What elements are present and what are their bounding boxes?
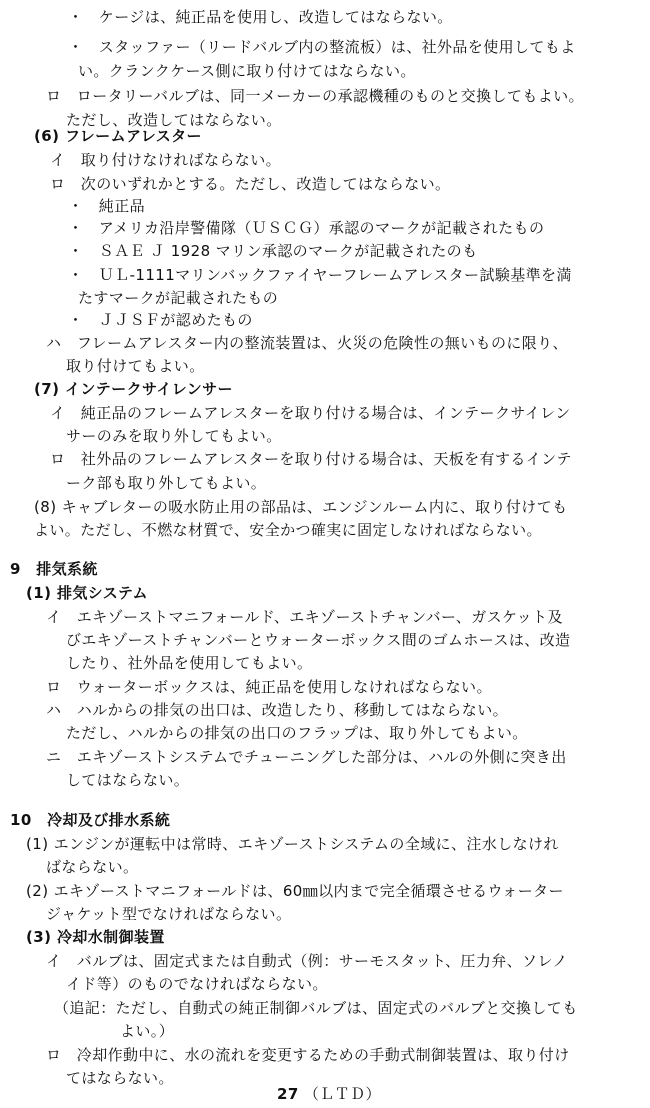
section-heading: (6) フレームアレスター bbox=[34, 127, 202, 145]
text-line: ニ エキゾーストシステムでチューニングした部分は、ハルの外側に突き出 bbox=[46, 748, 567, 766]
text-line: ハ ハルからの排気の出口は、改造したり、移動してはならない。 bbox=[46, 701, 509, 719]
page-footer bbox=[277, 1084, 381, 1104]
text-line: ・ ケージは、純正品を使用し、改造してはならない。 bbox=[68, 8, 453, 26]
text-line: ロ 社外品のフレームアレスターを取り付ける場合は、天板を有するインテ bbox=[50, 450, 572, 468]
text-line: よい。） bbox=[120, 1022, 175, 1040]
text-line: イ エキゾーストマニフォールド、エキゾーストチャンバー、ガスケット及 bbox=[46, 608, 563, 626]
chapter-heading: 9 排気系統 bbox=[10, 560, 98, 578]
text-line: てはならない。 bbox=[66, 1069, 174, 1087]
text-line: （追記：ただし、自動式の純正制御バルブは、固定式のバルブと交換しても bbox=[54, 999, 578, 1017]
text-line: ばならない。 bbox=[46, 858, 139, 876]
text-line: ・ 純正品 bbox=[68, 197, 146, 215]
text-line: ・ ＵＬ-1111マリンバックファイヤーフレームアレスター試験基準を満 bbox=[68, 266, 572, 284]
text-line: (1) エンジンが運転中は常時、エキゾーストシステムの全域に、注水しなけれ bbox=[26, 835, 559, 853]
text-line: (8) キャブレターの吸水防止用の部品は、エンジンルーム内に、取り付けても bbox=[34, 498, 568, 516]
section-heading: (1) 排気システム bbox=[26, 584, 148, 602]
text-line: イ バルブは、固定式または自動式（例：サーモスタット、圧力弁、ソレノ bbox=[46, 952, 568, 970]
text-line: ただし、改造してはならない。 bbox=[66, 111, 282, 129]
chapter-heading: 10 冷却及び排水系統 bbox=[10, 811, 171, 829]
text-line: ハ フレームアレスター内の整流装置は、火災の危険性の無いものに限り、 bbox=[46, 334, 568, 352]
page-section-label: （ＬＴＤ） bbox=[303, 1085, 381, 1103]
text-line: ・ スタッファー（リードバルブ内の整流板）は、社外品を使用してもよ bbox=[68, 38, 576, 56]
text-line: びエキゾーストチャンバーとウォーターボックス間のゴムホースは、改造 bbox=[66, 631, 571, 649]
section-heading: (3) 冷却水制御装置 bbox=[26, 928, 165, 946]
text-line: ジャケット型でなければならない。 bbox=[46, 905, 292, 923]
text-line: イ 取り付けなければならない。 bbox=[50, 151, 282, 169]
text-line: ロ ロータリーバルブは、同一メーカーの承認機種のものと交換してもよい。 bbox=[46, 87, 584, 105]
text-line: ただし、ハルからの排気の出口のフラップは、取り外してもよい。 bbox=[66, 724, 528, 742]
text-line: たすマークが記載されたもの bbox=[78, 289, 279, 307]
text-line: イ 純正品のフレームアレスターを取り付ける場合は、インテークサイレン bbox=[50, 404, 571, 422]
text-line: イド等）のものでなければならない。 bbox=[66, 975, 328, 993]
text-line: ーク部も取り外してもよい。 bbox=[66, 474, 267, 492]
text-line: ロ 次のいずれかとする。ただし、改造してはならない。 bbox=[50, 175, 451, 193]
page-number: 27 bbox=[277, 1085, 299, 1103]
text-line: したり、社外品を使用してもよい。 bbox=[66, 654, 313, 672]
section-heading: (7) インテークサイレンサー bbox=[34, 380, 233, 398]
text-line: サーのみを取り外してもよい。 bbox=[66, 427, 282, 445]
text-line: い。クランクケース側に取り付けてはならない。 bbox=[78, 62, 416, 80]
text-line: ・ ＳＡＥ Ｊ 1928 マリン承認のマークが記載されたのも bbox=[68, 242, 478, 260]
text-line: 取り付けてもよい。 bbox=[66, 357, 205, 375]
text-line: ロ 冷却作動中に、水の流れを変更するための手動式制御装置は、取り付け bbox=[46, 1046, 570, 1064]
text-line: してはならない。 bbox=[66, 771, 190, 789]
text-line: ・ ＪＪＳＦが認めたもの bbox=[68, 311, 253, 329]
text-line: (2) エキゾーストマニフォールドは、60㎜以内まで完全循環させるウォーター bbox=[26, 882, 564, 900]
text-line: ・ アメリカ沿岸警備隊（ＵＳＣＧ）承認のマークが記載されたもの bbox=[68, 219, 545, 237]
text-line: ロ ウォーターボックスは、純正品を使用しなければならない。 bbox=[46, 678, 492, 696]
text-line: よい。ただし、不燃な材質で、安全かつ確実に固定しなければならない。 bbox=[34, 521, 542, 539]
